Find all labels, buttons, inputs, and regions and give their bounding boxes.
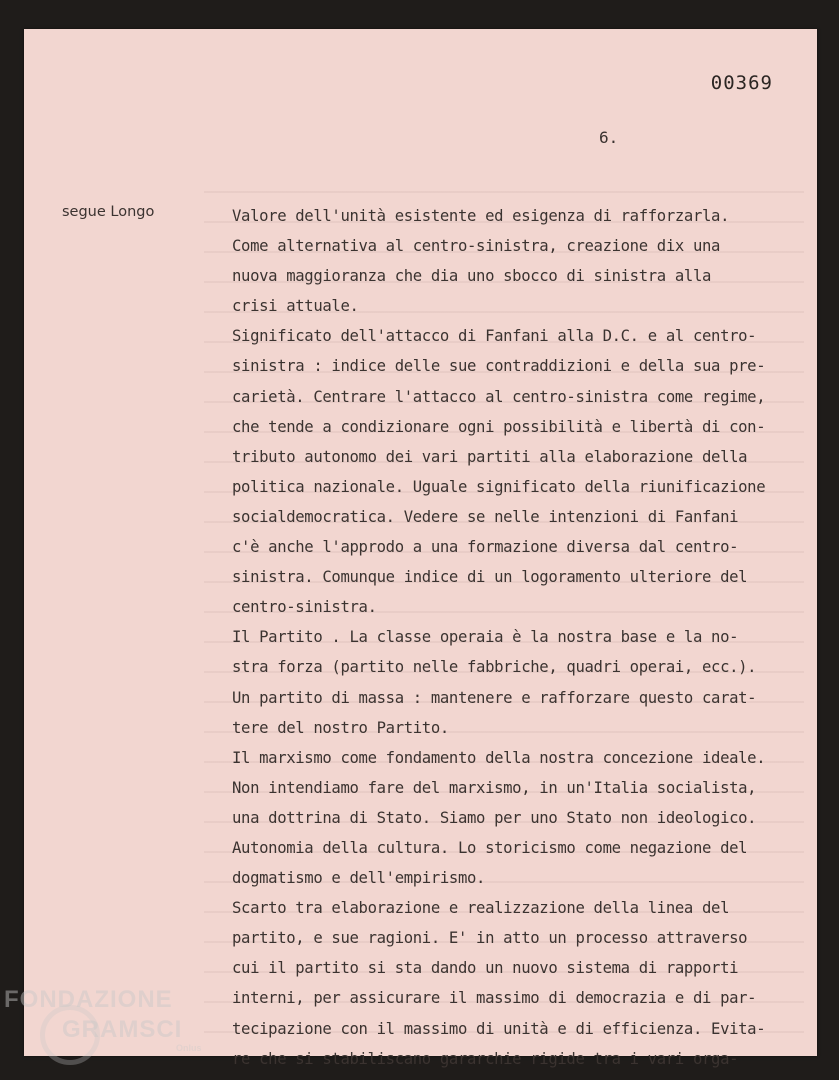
text-line: sinistra. Comunque indice di un logoramento ulteriore del [232,568,748,587]
text-line: c'è anche l'approdo a una formazione diversa dal centro- [232,538,739,557]
text-line: crisi attuale. [232,297,359,316]
text-line: Valore dell'unità esistente ed esigenza di rafforzarla. [232,207,730,225]
speaker-label: segue Longo [62,204,155,220]
watermark-line-2: GRAMSCI [62,1016,183,1043]
text-line: carietà. Centrare l'attacco al centro-sinistra come regime, [232,387,766,406]
text-line: Il marxismo come fondamento della nostra concezione ideale. [232,748,766,767]
watermark-line-1: FONDAZIONE [4,986,173,1013]
text-line: nuova maggioranza che dia uno sbocco di sinistra alla [232,267,712,286]
text-line: una dottrina di Stato. Siamo per uno Stato non ideologico. [232,808,757,827]
text-line: partito, e sue ragioni. E' in atto un processo attraverso [232,929,748,948]
text-line: politica nazionale. Uguale significato della riunificazione [232,477,766,496]
text-line: centro-sinistra. [232,598,377,617]
text-line: Un partito di massa : mantenere e rafforzare questo carat- [232,688,757,707]
text-line: dogmatismo e dell'empirismo. [232,869,486,888]
watermark-line-3: Onlus [176,1043,202,1053]
body-text [232,201,802,1074]
text-line: Autonomia della cultura. Lo storicismo come negazione del [232,838,748,857]
text-line: interni, per assicurare il massimo di democrazia e di par- [232,989,757,1008]
document-page [24,29,817,1068]
document-number: 00369 [710,72,773,94]
text-line: Significato dell'attacco di Fanfani alla D.C. e al centro- [232,327,757,346]
text-line: Come alternativa al centro-sinistra, creazione dix una [232,237,721,256]
text-line: re che si stabiliscano gararchie rigide tra i vari orga- [232,1049,739,1068]
text-line: tributo autonomo dei vari partiti alla elaborazione della [232,447,748,466]
text-line: sinistra : indice delle sue contraddizioni e della sua pre- [232,357,766,376]
text-line: cui il partito si sta dando un nuovo sistema di rapporti [232,959,739,978]
text-line: socialdemocratica. Vedere se nelle intenzioni di Fanfani [232,507,739,526]
text-line: che tende a condizionare ogni possibilità e libertà di con- [232,417,766,436]
text-line: Non intendiamo fare del marxismo, in un'Italia socialista, [232,778,757,797]
text-line: Il Partito . La classe operaia è la nostra base e la no- [232,628,739,647]
watermark [4,988,202,1053]
page-number: 6. [599,128,619,147]
text-line: tere del nostro Partito. [232,718,449,737]
text-line: Scarto tra elaborazione e realizzazione della linea del [232,899,730,918]
text-line: stra forza (partito nelle fabbriche, quadri operai, ecc.). [232,658,757,677]
text-line: tecipazione con il massimo di unità e di efficienza. Evita- [232,1019,766,1038]
